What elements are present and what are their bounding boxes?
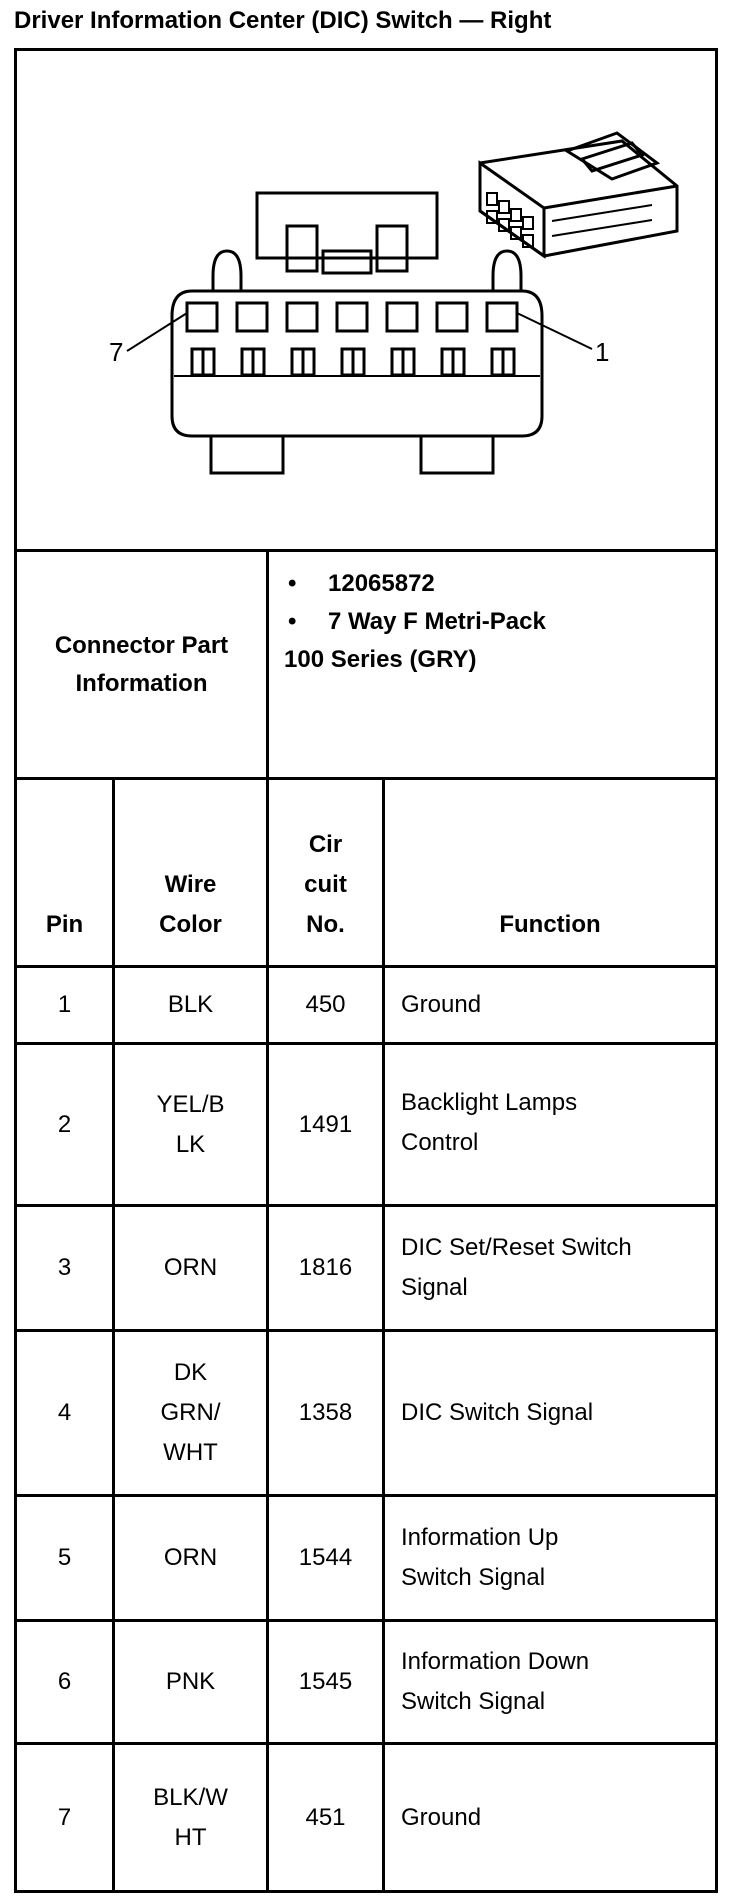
row-4-wire-color: DK GRN/ WHT	[160, 1359, 221, 1466]
row-5-wire-color: ORN	[163, 1544, 218, 1571]
row-2-wire-color: YEL/B LK	[156, 1090, 225, 1158]
header-circuit-no: Cir cuit No.	[304, 831, 347, 938]
row-1-circuit: 450	[305, 991, 346, 1018]
connector-latch	[257, 193, 437, 273]
row-7-pin: 7	[57, 1803, 72, 1831]
row-3-pin: 3	[57, 1254, 72, 1281]
row-5-function: Information Up Switch Signal	[401, 1524, 559, 1591]
row-6-function: Information Down Switch Signal	[401, 1648, 590, 1715]
connector-diagram	[17, 51, 715, 549]
row-6-wire-color: PNK	[165, 1668, 216, 1695]
row-1-function: Ground	[401, 991, 482, 1018]
row-7-wire-color: BLK/W HT	[153, 1783, 228, 1851]
row-6-pin: 6	[57, 1668, 72, 1695]
row-3-function: DIC Set/Reset Switch Signal	[401, 1234, 632, 1301]
connector-3d-sketch	[480, 133, 677, 256]
connector-type: 7 Way F Metri-Pack	[328, 608, 546, 635]
terminal-cavities-bottom	[192, 349, 514, 375]
row-3-circuit: 1816	[298, 1254, 353, 1281]
pin-7-label: 7	[109, 337, 124, 367]
row-7-circuit: 451	[305, 1803, 346, 1831]
row-2-pin: 2	[57, 1110, 72, 1138]
row-1-pin: 1	[57, 991, 72, 1018]
connector-series: 100 Series (GRY)	[284, 646, 477, 673]
terminal-cavities-top	[187, 303, 517, 331]
page-title: Driver Information Center (DIC) Switch — Right	[14, 7, 552, 34]
header-wire-color: Wire Color	[159, 871, 222, 938]
pin-1-label: 1	[595, 337, 610, 367]
row-2-function: Backlight Lamps Control	[401, 1089, 578, 1156]
row-6-circuit: 1545	[298, 1668, 353, 1695]
row-2-circuit: 1491	[298, 1110, 353, 1138]
connector-part-info-list: • 12065872 • 7 Way F Metri-Pack 100 Series (GRY)	[284, 565, 546, 679]
header-function: Function	[499, 911, 601, 938]
row-1-wire-color: BLK	[167, 991, 214, 1018]
row-4-pin: 4	[57, 1399, 72, 1426]
row-7-function: Ground	[401, 1803, 482, 1831]
row-4-circuit: 1358	[298, 1399, 353, 1426]
part-number: 12065872	[328, 570, 435, 597]
row-5-circuit: 1544	[298, 1544, 353, 1571]
row-3-wire-color: ORN	[163, 1254, 218, 1281]
header-pin: Pin	[45, 911, 84, 938]
connector-part-info-label: Connector Part Information	[54, 631, 229, 697]
row-5-pin: 5	[57, 1544, 72, 1571]
row-4-function: DIC Switch Signal	[401, 1399, 594, 1426]
